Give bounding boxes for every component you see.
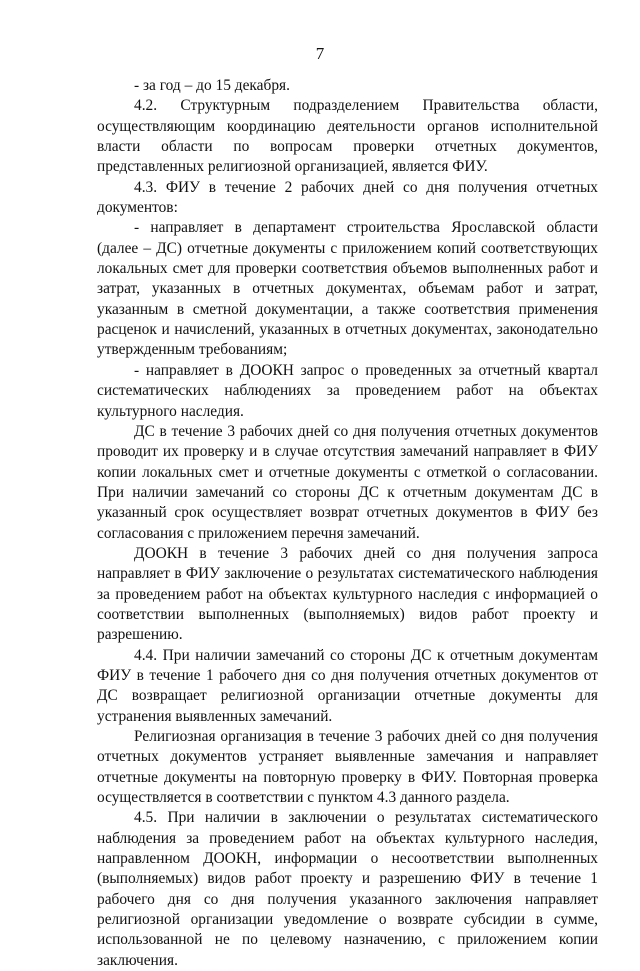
paragraph-4-3: 4.3. ФИУ в течение 2 рабочих дней со дня получения отчетных документов: (97, 178, 598, 217)
paragraph-4-5: 4.5. При наличии в заключении о результатах систематического наблюдения за проведением работ на объектах культурного наследия, направленном ДООКН, информации о несоответствии выполненных (выполняемых) видов работ проекту и разрешению ФИУ в течение 1 рабочего дня со дня получения указанного заключения направляет религиозной организации уведомление о возврате субсидии в сумме, использованной не по целевому назначению, с приложением копии заключения. (97, 809, 598, 969)
paragraph-deadline-year: - за год – до 15 декабря. (134, 77, 290, 94)
document-body (97, 76, 598, 971)
paragraph-ds-check: ДС в течение 3 рабочих дней со дня получения отчетных документов проводит их проверку и в случае отсутствия замечаний направляет в ФИУ копии локальных смет и отчетные документы с отметкой о согласовании. При наличии замечаний со стороны ДС к отчетным документам ДС в указанный срок осуществляет возврат отчетных документов в ФИУ без согласования с приложением перечня замечаний. (97, 422, 598, 542)
page-number: 7 (315, 44, 325, 63)
paragraph-4-3-item-dookn: - направляет в ДООКН запрос о проведенных за отчетный квартал систематических наблюдениях за проведением работ на объектах культурного наследия. (97, 361, 598, 420)
paragraph-4-2: 4.2. Структурным подразделением Правительства области, осуществляющим координацию деятельности органов исполнительной власти области по вопросам проверки отчетных документов, представленных религиозной организацией, является ФИУ. (97, 97, 598, 176)
paragraph-recheck: Религиозная организация в течение 3 рабочих дней со дня получения отчетных документов устраняет выявленные замечания и направляет отчетные документы на повторную проверку в ФИУ. Повторная проверка осуществляется в соответствии с пунктом 4.3 данного раздела. (97, 728, 598, 807)
paragraph-dookn-conclusion: ДООКН в течение 3 рабочих дней со дня получения запроса направляет в ФИУ заключение о результатах систематического наблюдения за проведением работ на объектах культурного наследия с информацией о соответствии выполненных (выполняемых) видов работ проекту и разрешению. (97, 544, 598, 644)
paragraph-4-3-item-ds: - направляет в департамент строительства Ярославской области (далее – ДС) отчетные документы с приложением копий соответствующих локальных смет для проверки соответствия объемов выполненных работ и затрат, указанных в отчетных документах, объемам работ и затрат, указанным в сметной документации, а также соответствия применения расценок и начислений, указанных в отчетных документах, законодательно утвержденным требованиям; (97, 219, 598, 359)
paragraph-4-4: 4.4. При наличии замечаний со стороны ДС к отчетным документам ФИУ в течение 1 рабочего дня со дня получения отчетных документов от ДС возвращает религиозной организации отчетные документы для устранения выявленных замечаний. (97, 646, 598, 725)
